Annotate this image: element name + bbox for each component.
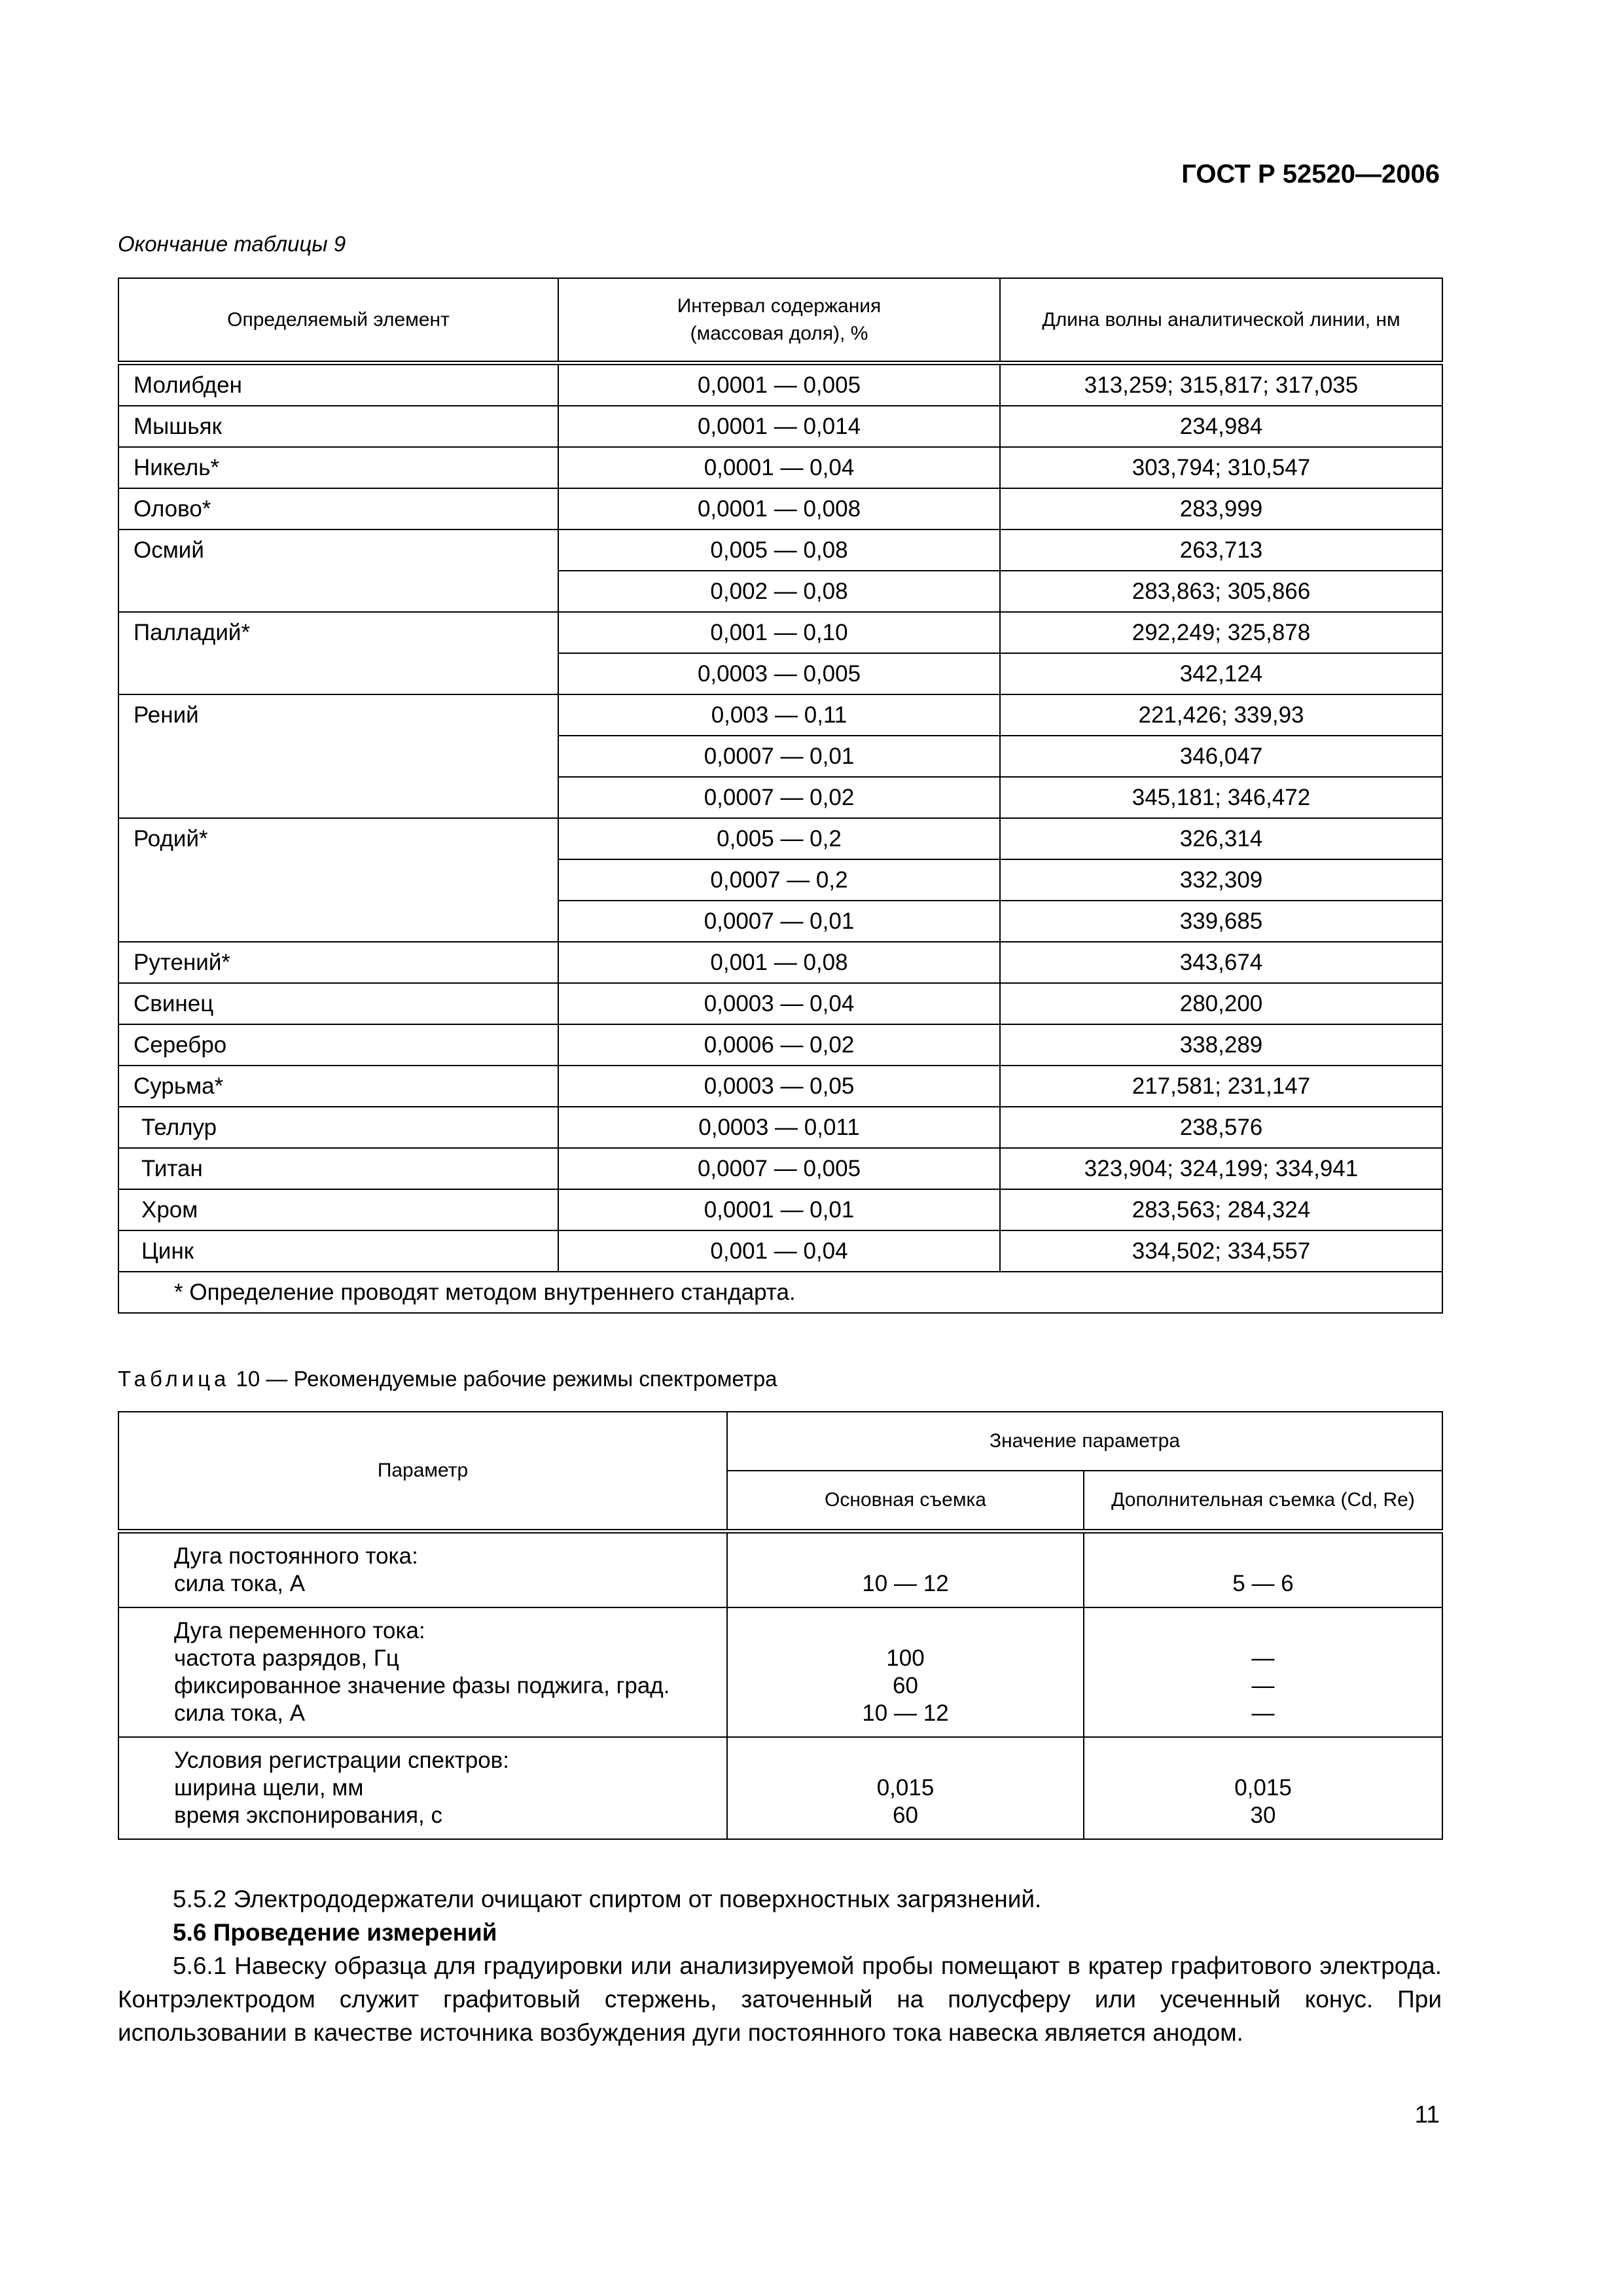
cell-element: Родий*: [118, 818, 558, 859]
table-row: [118, 1024, 1442, 1066]
table-9-body: [118, 363, 1442, 1314]
table-row: [118, 363, 1442, 406]
table-row: [118, 406, 1442, 447]
cell-element: [118, 901, 558, 942]
cell-additional-shot: [1084, 1607, 1442, 1737]
parameter-name: сила тока, А: [174, 1700, 306, 1726]
cell-interval: 0,0007 — 0,2: [558, 859, 1000, 901]
cell-wavelength: 283,563; 284,324: [1000, 1189, 1442, 1230]
cell-element: Теллур: [118, 1107, 558, 1148]
cell-element: Рений: [118, 694, 558, 736]
table-row: [118, 983, 1442, 1024]
column-header-wavelength: Длина волны аналитической линии, нм: [1000, 278, 1442, 363]
column-header-value-group: Значение параметра: [727, 1412, 1442, 1471]
table-row: [118, 488, 1442, 529]
column-header-parameter: Параметр: [118, 1412, 727, 1532]
cell-parameter: [118, 1607, 727, 1737]
cell-additional-shot: [1084, 1532, 1442, 1608]
column-header-additional-shot: Дополнительная съемка (Cd, Re): [1084, 1471, 1442, 1532]
table-row: [118, 529, 1442, 571]
parameter-name: ширина щели, мм: [174, 1775, 364, 1801]
cell-additional-shot: [1084, 1737, 1442, 1839]
parameter-name: сила тока, А: [174, 1571, 306, 1596]
section-heading-5-6-text: 5.6 Проведение измерений: [173, 1919, 497, 1946]
cell-wavelength: 339,685: [1000, 901, 1442, 942]
value: 0,015: [876, 1775, 935, 1801]
table-row: [118, 447, 1442, 488]
section-heading-5-6: [118, 1916, 1442, 1949]
table-row: [118, 1066, 1442, 1107]
cell-interval: 0,001 — 0,10: [558, 612, 1000, 653]
cell-wavelength: 345,181; 346,472: [1000, 777, 1442, 818]
table10-caption-title: 10 — Рекомендуемые рабочие режимы спектрометра: [230, 1367, 777, 1391]
cell-wavelength: 263,713: [1000, 529, 1442, 571]
parameter-name: время экспонирования, с: [174, 1803, 443, 1828]
paragraph-5-6-1-text: 5.6.1 Навеску образца для градуировки или анализируемой пробы помещают в кратер графитового электрода. Контрэлектродом служит графитовый стержень, заточенный на полусферу или усеченный конус. При использовании в качестве источника возбуждения дуги постоянного тока навеска является анодом.: [118, 1952, 1442, 2046]
table-row: [118, 1148, 1442, 1189]
cell-interval: 0,001 — 0,04: [558, 1230, 1000, 1272]
table-row: [118, 901, 1442, 942]
value: 5 — 6: [1232, 1571, 1294, 1596]
cell-interval: 0,0003 — 0,011: [558, 1107, 1000, 1148]
value: 30: [1250, 1803, 1276, 1828]
value: 10 — 12: [862, 1700, 949, 1726]
cell-element: Титан: [118, 1148, 558, 1189]
value: 0,015: [1234, 1775, 1292, 1801]
cell-wavelength: 338,289: [1000, 1024, 1442, 1066]
cell-interval: 0,0001 — 0,005: [558, 363, 1000, 406]
parameter-group-title: Условия регистрации спектров:: [174, 1748, 509, 1773]
value: —: [1251, 1700, 1275, 1726]
cell-wavelength: 221,426; 339,93: [1000, 694, 1442, 736]
value: 10 — 12: [862, 1571, 949, 1596]
cell-interval: 0,0007 — 0,02: [558, 777, 1000, 818]
cell-wavelength: 280,200: [1000, 983, 1442, 1024]
cell-interval: 0,0003 — 0,005: [558, 653, 1000, 694]
cell-parameter: [118, 1737, 727, 1839]
cell-interval: 0,0003 — 0,05: [558, 1066, 1000, 1107]
table-row: [118, 1230, 1442, 1272]
footnote-row: [118, 1272, 1442, 1313]
cell-element: [118, 736, 558, 777]
value: 60: [893, 1673, 918, 1698]
cell-wavelength: 343,674: [1000, 942, 1442, 983]
cell-wavelength: 326,314: [1000, 818, 1442, 859]
table-row: [118, 1532, 1442, 1608]
table-10-body: [118, 1532, 1442, 1840]
cell-element: Хром: [118, 1189, 558, 1230]
cell-element: Свинец: [118, 983, 558, 1024]
cell-element: Осмий: [118, 529, 558, 571]
cell-main-shot: [727, 1532, 1084, 1608]
cell-element: Серебро: [118, 1024, 558, 1066]
table-row: [118, 571, 1442, 612]
cell-element: Мышьяк: [118, 406, 558, 447]
value: 60: [893, 1803, 918, 1828]
cell-interval: 0,0001 — 0,014: [558, 406, 1000, 447]
cell-interval: 0,001 — 0,08: [558, 942, 1000, 983]
parameter-name: частота разрядов, Гц: [174, 1645, 399, 1671]
table-9: [118, 278, 1443, 1314]
cell-wavelength: 342,124: [1000, 653, 1442, 694]
cell-wavelength: 323,904; 324,199; 334,941: [1000, 1148, 1442, 1189]
cell-wavelength: 283,863; 305,866: [1000, 571, 1442, 612]
cell-wavelength: 313,259; 315,817; 317,035: [1000, 363, 1442, 406]
column-header-main-shot: Основная съемка: [727, 1471, 1084, 1532]
cell-element: [118, 859, 558, 901]
table-row: [118, 1737, 1442, 1839]
cell-element: Сурьма*: [118, 1066, 558, 1107]
table-row: [118, 777, 1442, 818]
cell-interval: 0,0007 — 0,01: [558, 901, 1000, 942]
cell-main-shot: [727, 1607, 1084, 1737]
cell-wavelength: 303,794; 310,547: [1000, 447, 1442, 488]
cell-interval: 0,0001 — 0,04: [558, 447, 1000, 488]
cell-wavelength: 217,581; 231,147: [1000, 1066, 1442, 1107]
interval-header-line1: Интервал содержания: [677, 295, 882, 317]
column-header-element: Определяемый элемент: [118, 278, 558, 363]
column-header-interval: [558, 278, 1000, 363]
interval-header-line2: (массовая доля), %: [690, 322, 868, 344]
cell-wavelength: 292,249; 325,878: [1000, 612, 1442, 653]
cell-wavelength: 334,502; 334,557: [1000, 1230, 1442, 1272]
table-row: [118, 859, 1442, 901]
cell-wavelength: 283,999: [1000, 488, 1442, 529]
table10-caption: [118, 1367, 777, 1391]
table-row: [118, 694, 1442, 736]
table-row: [118, 653, 1442, 694]
cell-element: [118, 777, 558, 818]
cell-interval: 0,003 — 0,11: [558, 694, 1000, 736]
table-row: [118, 1607, 1442, 1737]
table-row: [118, 1189, 1442, 1230]
cell-interval: 0,0007 — 0,01: [558, 736, 1000, 777]
cell-element: Рутений*: [118, 942, 558, 983]
cell-interval: 0,0007 — 0,005: [558, 1148, 1000, 1189]
value: —: [1251, 1645, 1275, 1671]
page-number: 11: [1414, 2101, 1440, 2128]
cell-wavelength: 238,576: [1000, 1107, 1442, 1148]
cell-interval: 0,005 — 0,08: [558, 529, 1000, 571]
parameter-group-title: Дуга постоянного тока:: [174, 1543, 418, 1569]
table-row: [118, 612, 1442, 653]
cell-element: Молибден: [118, 363, 558, 406]
parameter-group-title: Дуга переменного тока:: [174, 1618, 425, 1643]
value: 100: [886, 1645, 925, 1671]
table-row: [118, 1107, 1442, 1148]
table-9-header-row: [118, 278, 1442, 363]
cell-element: Никель*: [118, 447, 558, 488]
table-row: [118, 942, 1442, 983]
cell-element: Цинк: [118, 1230, 558, 1272]
document-code: ГОСТ Р 52520—2006: [1181, 160, 1440, 188]
cell-main-shot: [727, 1737, 1084, 1839]
paragraph-5-5-2: [118, 1882, 1442, 1916]
paragraph-5-5-2-text: 5.5.2 Электрододержатели очищают спиртом от поверхностных загрязнений.: [173, 1886, 1042, 1912]
cell-wavelength: 234,984: [1000, 406, 1442, 447]
cell-interval: 0,0001 — 0,01: [558, 1189, 1000, 1230]
paragraph-5-6-1: [118, 1949, 1442, 2049]
table10-caption-prefix: Таблица: [118, 1367, 230, 1391]
cell-interval: 0,0001 — 0,008: [558, 488, 1000, 529]
cell-element: Палладий*: [118, 612, 558, 653]
cell-element: Олово*: [118, 488, 558, 529]
cell-wavelength: 332,309: [1000, 859, 1442, 901]
cell-element: [118, 653, 558, 694]
cell-interval: 0,0006 — 0,02: [558, 1024, 1000, 1066]
cell-interval: 0,0003 — 0,04: [558, 983, 1000, 1024]
cell-interval: 0,005 — 0,2: [558, 818, 1000, 859]
cell-wavelength: 346,047: [1000, 736, 1442, 777]
cell-element: [118, 571, 558, 612]
table-10: [118, 1411, 1443, 1840]
cell-parameter: [118, 1532, 727, 1608]
table-row: [118, 818, 1442, 859]
parameter-name: фиксированное значение фазы поджига, град.: [174, 1673, 670, 1698]
table-row: [118, 736, 1442, 777]
value: —: [1251, 1673, 1275, 1698]
table9-continuation-caption: Окончание таблицы 9: [118, 232, 346, 256]
cell-interval: 0,002 — 0,08: [558, 571, 1000, 612]
footnote: * Определение проводят методом внутреннего стандарта.: [118, 1272, 1442, 1313]
